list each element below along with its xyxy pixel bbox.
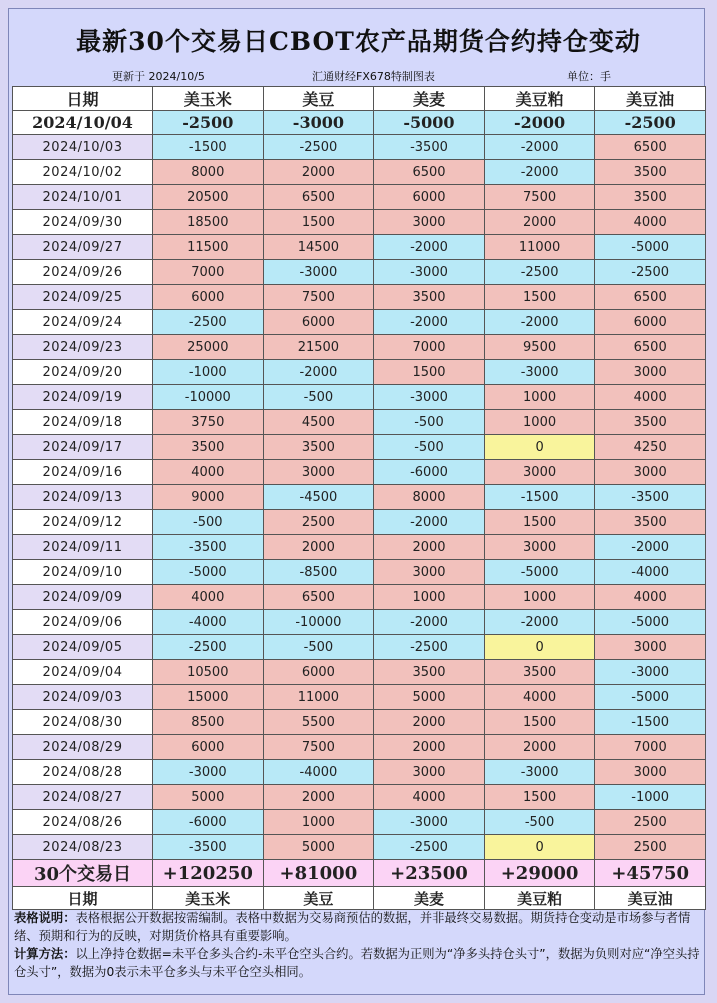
notes-section	[14, 909, 704, 981]
row-value: -2500	[374, 635, 485, 660]
table-row	[13, 585, 706, 610]
row-value: -5000	[595, 235, 706, 260]
row-value: 5000	[374, 685, 485, 710]
row-value: -4000	[263, 760, 374, 785]
row-value: -1500	[484, 485, 595, 510]
latest-value: -2000	[484, 111, 595, 135]
row-value: 7500	[484, 185, 595, 210]
row-value: 5000	[263, 835, 374, 860]
calc-note	[14, 945, 704, 981]
row-value: -5000	[484, 560, 595, 585]
row-value: -2000	[595, 535, 706, 560]
header-soyoil: 美豆油	[595, 87, 706, 111]
row-value: 1500	[374, 360, 485, 385]
total-value: +81000	[263, 860, 374, 887]
row-date: 2024/08/29	[13, 735, 153, 760]
row-value: -2500	[263, 135, 374, 160]
table-row	[13, 160, 706, 185]
row-value: -2500	[153, 635, 264, 660]
row-value: 2000	[263, 160, 374, 185]
row-value: 1500	[484, 510, 595, 535]
row-value: 2000	[374, 535, 485, 560]
row-date: 2024/10/01	[13, 185, 153, 210]
row-value: -10000	[263, 610, 374, 635]
table-row	[13, 460, 706, 485]
row-date: 2024/08/26	[13, 810, 153, 835]
row-date: 2024/09/18	[13, 410, 153, 435]
table-row	[13, 535, 706, 560]
row-value: -2500	[153, 310, 264, 335]
row-value: 3000	[374, 760, 485, 785]
row-date: 2024/10/02	[13, 160, 153, 185]
row-date: 2024/10/03	[13, 135, 153, 160]
row-date: 2024/08/30	[13, 710, 153, 735]
table-row	[13, 385, 706, 410]
row-value: -5000	[153, 560, 264, 585]
row-value: -6000	[374, 460, 485, 485]
row-date: 2024/09/13	[13, 485, 153, 510]
row-value: 8000	[153, 160, 264, 185]
row-date: 2024/09/06	[13, 610, 153, 635]
total-value: +29000	[484, 860, 595, 887]
row-value: 1000	[484, 385, 595, 410]
row-value: 1000	[484, 410, 595, 435]
row-value: 3500	[484, 660, 595, 685]
row-value: 6000	[263, 660, 374, 685]
row-value: 9000	[153, 485, 264, 510]
calc-note-text: 以上净持仓数据=未平仓多头合约-未平仓空头合约。若数据为正则为“净多头持仓头寸”，数据为负则对应“净空头持仓头寸”，数据为0表示未平仓多头与未平仓空头相同。	[14, 947, 700, 979]
row-value: 6500	[595, 335, 706, 360]
footer-row	[13, 887, 706, 910]
total-value: +120250	[153, 860, 264, 887]
row-date: 2024/08/23	[13, 835, 153, 860]
row-value: 25000	[153, 335, 264, 360]
row-value: 4250	[595, 435, 706, 460]
row-date: 2024/09/09	[13, 585, 153, 610]
table-row	[13, 235, 706, 260]
row-value: -4500	[263, 485, 374, 510]
footer-date: 日期	[13, 887, 153, 910]
row-value: 7000	[374, 335, 485, 360]
row-date: 2024/08/27	[13, 785, 153, 810]
row-value: 6500	[595, 285, 706, 310]
row-value: 0	[484, 435, 595, 460]
row-value: 6500	[595, 135, 706, 160]
table-note	[14, 909, 704, 945]
row-value: 11500	[153, 235, 264, 260]
row-value: -2000	[484, 310, 595, 335]
row-value: -4000	[153, 610, 264, 635]
updated-date: 更新于 2024/10/5	[112, 70, 205, 83]
row-value: 3000	[374, 210, 485, 235]
table-row	[13, 410, 706, 435]
row-value: 1500	[484, 785, 595, 810]
positions-table	[12, 86, 706, 910]
row-value: -2000	[484, 135, 595, 160]
table-row	[13, 135, 706, 160]
latest-value: -3000	[263, 111, 374, 135]
calc-note-label: 计算方法：	[14, 947, 76, 961]
row-date: 2024/09/20	[13, 360, 153, 385]
table-row	[13, 685, 706, 710]
footer-soybean: 美豆	[263, 887, 374, 910]
row-value: -2000	[374, 235, 485, 260]
row-value: -3500	[153, 835, 264, 860]
table-row	[13, 510, 706, 535]
table-row	[13, 785, 706, 810]
row-value: -6000	[153, 810, 264, 835]
row-value: 6000	[374, 185, 485, 210]
row-value: -1000	[595, 785, 706, 810]
row-date: 2024/09/24	[13, 310, 153, 335]
row-date: 2024/09/25	[13, 285, 153, 310]
row-value: 7500	[263, 735, 374, 760]
row-value: 3750	[153, 410, 264, 435]
row-value: 3000	[484, 535, 595, 560]
row-value: -500	[263, 635, 374, 660]
row-value: -2000	[374, 310, 485, 335]
row-value: 5000	[153, 785, 264, 810]
total-label: 30个交易日	[13, 860, 153, 887]
row-value: 6000	[153, 285, 264, 310]
row-value: -2500	[484, 260, 595, 285]
row-value: 6500	[263, 585, 374, 610]
table-row	[13, 635, 706, 660]
row-date: 2024/09/12	[13, 510, 153, 535]
row-value: -500	[374, 435, 485, 460]
table-row	[13, 835, 706, 860]
row-value: 7500	[263, 285, 374, 310]
row-value: 2000	[374, 710, 485, 735]
row-date: 2024/09/03	[13, 685, 153, 710]
table-row	[13, 335, 706, 360]
row-value: 2500	[263, 510, 374, 535]
header-soybean: 美豆	[263, 87, 374, 111]
row-value: 1500	[484, 285, 595, 310]
table-note-label: 表格说明：	[14, 911, 76, 925]
row-value: -2500	[595, 260, 706, 285]
row-value: -2000	[374, 510, 485, 535]
row-value: 0	[484, 835, 595, 860]
row-value: 3500	[595, 185, 706, 210]
header-corn: 美玉米	[153, 87, 264, 111]
page-title: 最新30个交易日CBOT农产品期货合约持仓变动	[76, 27, 641, 56]
row-value: 8000	[374, 485, 485, 510]
table-row	[13, 485, 706, 510]
table-row	[13, 310, 706, 335]
row-value: 1500	[263, 210, 374, 235]
row-value: 18500	[153, 210, 264, 235]
row-value: -500	[484, 810, 595, 835]
row-value: -5000	[595, 685, 706, 710]
row-value: -1500	[153, 135, 264, 160]
table-row	[13, 560, 706, 585]
row-value: 4000	[595, 385, 706, 410]
footer-soymeal: 美豆粕	[484, 887, 595, 910]
row-value: 4000	[374, 785, 485, 810]
row-value: -3500	[153, 535, 264, 560]
row-value: -3000	[263, 260, 374, 285]
row-value: 3000	[374, 560, 485, 585]
total-value: +23500	[374, 860, 485, 887]
row-value: -3500	[374, 135, 485, 160]
row-value: 3500	[595, 510, 706, 535]
row-value: 3500	[595, 410, 706, 435]
row-value: 1000	[374, 585, 485, 610]
row-value: 0	[484, 635, 595, 660]
row-value: -3000	[484, 760, 595, 785]
row-value: -2500	[374, 835, 485, 860]
row-value: 2000	[263, 535, 374, 560]
table-row	[13, 360, 706, 385]
row-value: -500	[263, 385, 374, 410]
row-value: -3500	[595, 485, 706, 510]
row-value: 6000	[153, 735, 264, 760]
row-value: 6500	[263, 185, 374, 210]
row-value: -10000	[153, 385, 264, 410]
latest-row	[13, 111, 706, 135]
row-value: 2500	[595, 835, 706, 860]
table-row	[13, 185, 706, 210]
row-value: 5500	[263, 710, 374, 735]
row-value: -3000	[484, 360, 595, 385]
table-row	[13, 285, 706, 310]
table-row	[13, 260, 706, 285]
row-value: 4500	[263, 410, 374, 435]
row-value: 4000	[153, 585, 264, 610]
table-row	[13, 735, 706, 760]
row-value: 7000	[153, 260, 264, 285]
row-value: 20500	[153, 185, 264, 210]
row-value: 3000	[595, 760, 706, 785]
row-value: 6000	[263, 310, 374, 335]
row-value: 3000	[595, 635, 706, 660]
row-value: 2500	[595, 810, 706, 835]
row-value: -3000	[595, 660, 706, 685]
row-value: 3000	[595, 360, 706, 385]
row-value: -3000	[374, 810, 485, 835]
total-row	[13, 860, 706, 887]
row-value: -500	[153, 510, 264, 535]
row-value: 9500	[484, 335, 595, 360]
row-value: 14500	[263, 235, 374, 260]
row-value: 2000	[484, 735, 595, 760]
latest-value: -2500	[153, 111, 264, 135]
row-date: 2024/09/10	[13, 560, 153, 585]
row-value: -2000	[484, 160, 595, 185]
header-row	[13, 87, 706, 111]
row-date: 2024/09/19	[13, 385, 153, 410]
table-row	[13, 660, 706, 685]
row-date: 2024/09/05	[13, 635, 153, 660]
row-value: -500	[374, 410, 485, 435]
row-value: -1000	[153, 360, 264, 385]
row-value: 6500	[374, 160, 485, 185]
row-value: -3000	[153, 760, 264, 785]
row-date: 2024/09/17	[13, 435, 153, 460]
row-value: 3000	[484, 460, 595, 485]
row-value: 6000	[595, 310, 706, 335]
row-value: -8500	[263, 560, 374, 585]
row-date: 2024/09/23	[13, 335, 153, 360]
row-value: 2000	[374, 735, 485, 760]
row-value: 7000	[595, 735, 706, 760]
row-value: -3000	[374, 260, 485, 285]
footer-soyoil: 美豆油	[595, 887, 706, 910]
row-value: 3500	[263, 435, 374, 460]
row-value: 4000	[484, 685, 595, 710]
row-date: 2024/09/26	[13, 260, 153, 285]
table-row	[13, 210, 706, 235]
table-row	[13, 810, 706, 835]
latest-date: 2024/10/04	[13, 111, 153, 135]
footer-wheat: 美麦	[374, 887, 485, 910]
row-value: 4000	[153, 460, 264, 485]
row-value: -1500	[595, 710, 706, 735]
row-value: 3500	[374, 285, 485, 310]
row-value: 1000	[484, 585, 595, 610]
row-value: 15000	[153, 685, 264, 710]
row-value: 3000	[263, 460, 374, 485]
row-value: -3000	[374, 385, 485, 410]
footer-corn: 美玉米	[153, 887, 264, 910]
row-value: -5000	[595, 610, 706, 635]
row-value: -2000	[484, 610, 595, 635]
table-row	[13, 760, 706, 785]
row-value: 2000	[263, 785, 374, 810]
row-value: 3500	[595, 160, 706, 185]
table-row	[13, 435, 706, 460]
latest-value: -5000	[374, 111, 485, 135]
unit-label: 单位：手	[567, 70, 611, 83]
row-date: 2024/09/11	[13, 535, 153, 560]
row-value: 10500	[153, 660, 264, 685]
row-value: 8500	[153, 710, 264, 735]
row-value: 11000	[484, 235, 595, 260]
row-value: -2000	[374, 610, 485, 635]
source-label: 汇通财经FX678特制图表	[312, 70, 435, 83]
row-date: 2024/09/30	[13, 210, 153, 235]
row-value: -2000	[263, 360, 374, 385]
row-value: -4000	[595, 560, 706, 585]
row-value: 3500	[374, 660, 485, 685]
subtitle-row	[12, 68, 706, 84]
table-note-text: 表格根据公开数据按需编制。表格中数据为交易商预估的数据，并非最终交易数据。期货持仓变动是市场参与者情绪、预期和行为的反映，对期货价格具有重要影响。	[14, 911, 691, 943]
row-date: 2024/09/27	[13, 235, 153, 260]
row-value: 2000	[484, 210, 595, 235]
total-value: +45750	[595, 860, 706, 887]
row-date: 2024/09/16	[13, 460, 153, 485]
header-date: 日期	[13, 87, 153, 111]
header-wheat: 美麦	[374, 87, 485, 111]
header-soymeal: 美豆粕	[484, 87, 595, 111]
row-date: 2024/08/28	[13, 760, 153, 785]
row-value: 21500	[263, 335, 374, 360]
row-value: 1000	[263, 810, 374, 835]
row-value: 11000	[263, 685, 374, 710]
row-value: 4000	[595, 585, 706, 610]
row-value: 1500	[484, 710, 595, 735]
latest-value: -2500	[595, 111, 706, 135]
table-row	[13, 610, 706, 635]
table-row	[13, 710, 706, 735]
row-date: 2024/09/04	[13, 660, 153, 685]
row-value: 3500	[153, 435, 264, 460]
row-value: 4000	[595, 210, 706, 235]
row-value: 3000	[595, 460, 706, 485]
